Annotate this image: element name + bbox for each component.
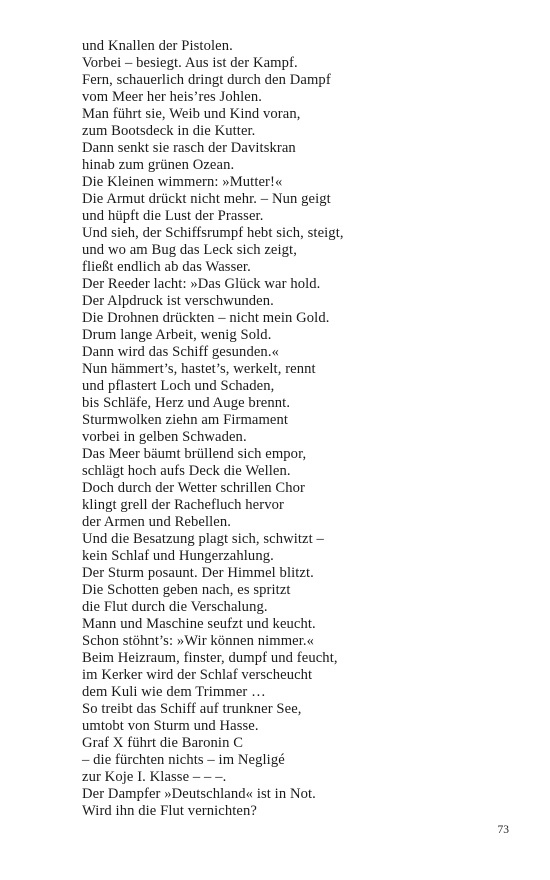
poem-line: Das Meer bäumt brüllend sich empor, [82, 446, 307, 462]
poem-line: zur Koje I. Klasse – – –. [82, 769, 227, 785]
poem-line: Der Sturm posaunt. Der Himmel blitzt. [82, 565, 314, 581]
poem-line: vorbei in gelben Schwaden. [82, 429, 247, 445]
poem-line: die Flut durch die Verschalung. [82, 599, 268, 615]
poem-line: Doch durch der Wetter schrillen Chor [82, 480, 306, 496]
poem-line: Vorbei – besiegt. Aus ist der Kampf. [82, 55, 298, 71]
poem-line: und pflastert Loch und Schaden, [82, 378, 275, 394]
poem-line: Die Drohnen drückten – nicht mein Gold. [82, 310, 330, 326]
poem-line: Drum lange Arbeit, wenig Sold. [82, 327, 272, 343]
poem-line: Der Alpdruck ist verschwunden. [82, 293, 274, 309]
poem-line: bis Schläfe, Herz und Auge brennt. [82, 395, 291, 411]
poem-line: und Knallen der Pistolen. [82, 38, 233, 54]
poem-line: fließt endlich ab das Wasser. [82, 259, 251, 275]
poem-line: und wo am Bug das Leck sich zeigt, [82, 242, 297, 258]
poem-line: klingt grell der Rachefluch hervor [82, 497, 284, 513]
poem-line: zum Bootsdeck in die Kutter. [82, 123, 256, 139]
poem-line: vom Meer her heis’res Johlen. [82, 89, 262, 105]
page-number: 73 [497, 824, 509, 836]
poem-line: Beim Heizraum, finster, dumpf und feucht, [82, 650, 338, 666]
poem-line: Der Dampfer »Deutschland« ist in Not. [82, 786, 316, 802]
poem-line: Nun hämmert’s, hastet’s, werkelt, rennt [82, 361, 316, 377]
poem-line: Fern, schauerlich dringt durch den Dampf [82, 72, 331, 88]
poem-line: Dann wird das Schiff gesunden.« [82, 344, 279, 360]
poem-line: und hüpft die Lust der Prasser. [82, 208, 264, 224]
poem-line: Und sieh, der Schiffsrumpf hebt sich, steigt, [82, 225, 344, 241]
poem-line: der Armen und Rebellen. [82, 514, 232, 530]
poem-line: Die Kleinen wimmern: »Mutter!« [82, 174, 283, 190]
poem-text [82, 38, 522, 820]
poem-line: Wird ihn die Flut vernichten? [82, 803, 257, 819]
poem-line: dem Kuli wie dem Trimmer … [82, 684, 266, 700]
poem-line: hinab zum grünen Ozean. [82, 157, 235, 173]
poem-line: Dann senkt sie rasch der Davitskran [82, 140, 296, 156]
poem-line: umtobt von Sturm und Hasse. [82, 718, 259, 734]
poem-line: kein Schlaf und Hungerzahlung. [82, 548, 274, 564]
poem-line: Und die Besatzung plagt sich, schwitzt – [82, 531, 324, 547]
poem-line: schlägt hoch aufs Deck die Wellen. [82, 463, 291, 479]
poem-line: Die Armut drückt nicht mehr. – Nun geigt [82, 191, 331, 207]
poem-line: Schon stöhnt’s: »Wir können nimmer.« [82, 633, 315, 649]
poem-line: Der Reeder lacht: »Das Glück war hold. [82, 276, 321, 292]
poem-line: So treibt das Schiff auf trunkner See, [82, 701, 302, 717]
poem-line: Mann und Maschine seufzt und keucht. [82, 616, 316, 632]
poem-line: – die fürchten nichts – im Negligé [82, 752, 285, 768]
poem-line: Graf X führt die Baronin C [82, 735, 244, 751]
poem-line: Die Schotten geben nach, es spritzt [82, 582, 291, 598]
poem-line: im Kerker wird der Schlaf verscheucht [82, 667, 313, 683]
poem-line: Sturmwolken ziehn am Firmament [82, 412, 289, 428]
poem-line: Man führt sie, Weib und Kind voran, [82, 106, 301, 122]
